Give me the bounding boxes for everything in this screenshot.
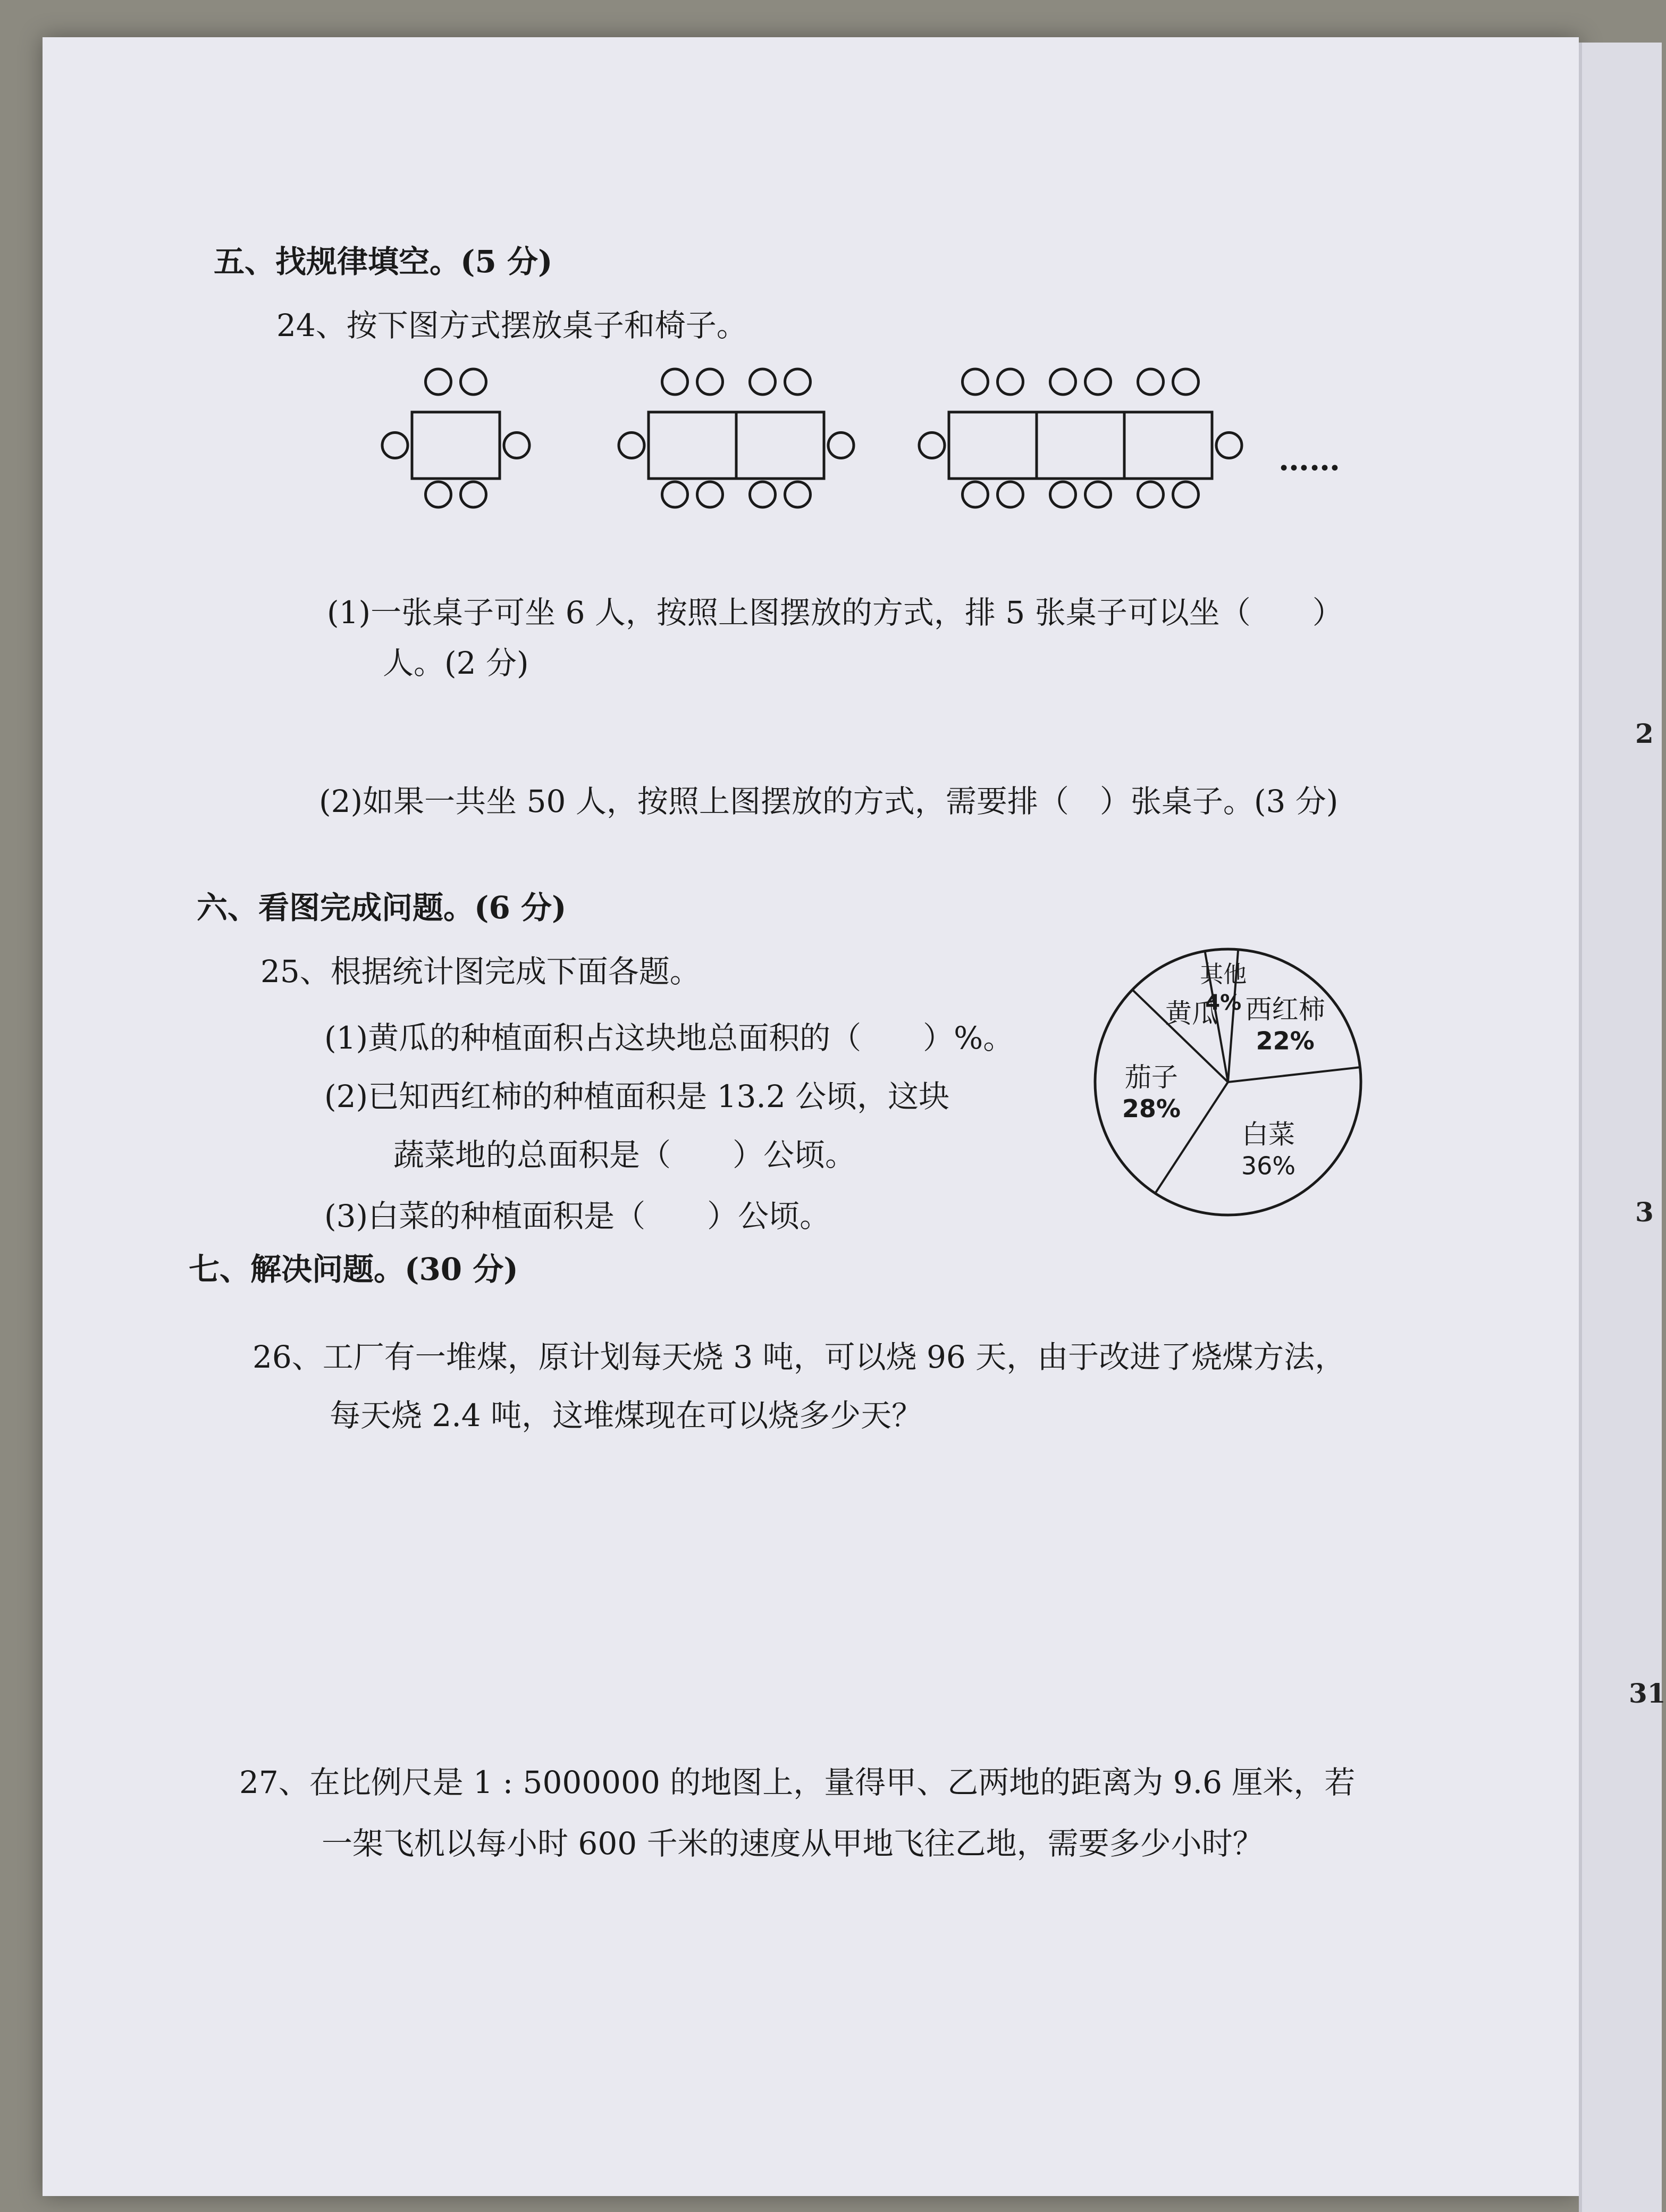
table <box>1037 412 1124 479</box>
chair <box>504 433 529 458</box>
table <box>412 412 500 479</box>
chair <box>1216 433 1242 458</box>
pie-slice-label: 白菜 <box>1241 1119 1295 1150</box>
question-24-1: (1)一张桌子可坐 6 人，按照上图摆放的方式，排 5 张桌子可以坐（ ） <box>327 594 1343 631</box>
chair <box>461 482 486 507</box>
chair <box>1050 482 1076 507</box>
adjacent-page <box>1579 43 1666 2212</box>
chair <box>1050 369 1076 395</box>
section-6-heading: 六、看图完成问题。(6 分) <box>197 890 567 926</box>
chair <box>1086 369 1111 395</box>
chair <box>1173 369 1199 395</box>
pie-slice-value: 22% <box>1256 1026 1315 1055</box>
pie-slice-label: 其他 <box>1200 961 1247 988</box>
chair <box>998 482 1023 507</box>
chair <box>998 369 1023 395</box>
table <box>649 412 736 479</box>
question-24-2: (2)如果一共坐 50 人，按照上图摆放的方式，需要排（ ）张桌子。(3 分) <box>319 783 1339 819</box>
table <box>1124 412 1212 479</box>
section-5-heading: 五、找规律填空。(5 分) <box>214 244 553 280</box>
pie-slice-label: 西红柿 <box>1245 994 1325 1025</box>
question-25-1: (1)黄瓜的种植面积占这块地总面积的（ ）%。 <box>324 1020 1014 1056</box>
chair <box>1086 482 1111 507</box>
chair <box>382 433 408 458</box>
table <box>949 412 1037 479</box>
chair <box>785 482 811 507</box>
chair <box>619 433 644 458</box>
section-7-heading: 七、解决问题。(30 分) <box>189 1251 518 1287</box>
pie-slice-value: 28% <box>1122 1094 1181 1124</box>
edge-number: 31 <box>1629 1678 1666 1709</box>
question-27-cont: 一架飞机以每小时 600 千米的速度从甲地飞往乙地，需要多少小时？ <box>322 1825 1264 1862</box>
chair <box>750 482 776 507</box>
chair <box>461 369 486 395</box>
question-25: 25、根据统计图完成下面各题。 <box>260 953 701 990</box>
chair <box>662 482 688 507</box>
chair <box>1138 482 1164 507</box>
chair <box>785 369 811 395</box>
question-26-cont: 每天烧 2.4 吨，这堆煤现在可以烧多少天？ <box>330 1397 923 1434</box>
chair <box>426 482 451 507</box>
chair <box>963 482 988 507</box>
chair <box>662 369 688 395</box>
chair <box>919 433 945 458</box>
pie-slice-boundary <box>1228 1067 1360 1082</box>
question-26: 26、工厂有一堆煤，原计划每天烧 3 吨，可以烧 96 天，由于改进了烧煤方法， <box>253 1339 1346 1375</box>
chair <box>963 369 988 395</box>
exam-page <box>43 37 1579 2196</box>
question-24-1-cont: 人。(2 分) <box>383 645 529 681</box>
pie-chart <box>1079 931 1377 1228</box>
chair <box>1173 482 1199 507</box>
question-24: 24、按下图方式摆放桌子和椅子。 <box>276 307 747 343</box>
chair <box>828 433 854 458</box>
question-25-2-cont: 蔬菜地的总面积是（ ）公顷。 <box>393 1137 856 1173</box>
edge-number: 2 <box>1635 718 1654 749</box>
edge-number: 3 <box>1635 1196 1654 1228</box>
chair <box>1138 369 1164 395</box>
chair <box>426 369 451 395</box>
question-27: 27、在比例尺是 1 : 5000000 的地图上，量得甲、乙两地的距离为 9.6 厘米，若 <box>239 1764 1356 1800</box>
table <box>736 412 824 479</box>
chair <box>697 482 723 507</box>
pie-slice-label: 黄瓜 <box>1165 998 1218 1029</box>
ellipsis: …… <box>1278 441 1340 477</box>
pie-slice-value: 4% <box>1205 991 1242 1016</box>
pie-slice-label: 茄子 <box>1124 1062 1178 1093</box>
question-25-3: (3)白菜的种植面积是（ ）公顷。 <box>324 1198 831 1234</box>
chair <box>697 369 723 395</box>
chair <box>750 369 776 395</box>
pie-slice-value: 36% <box>1241 1151 1296 1180</box>
question-25-2: (2)已知西红柿的种植面积是 13.2 公顷，这块 <box>324 1078 950 1115</box>
